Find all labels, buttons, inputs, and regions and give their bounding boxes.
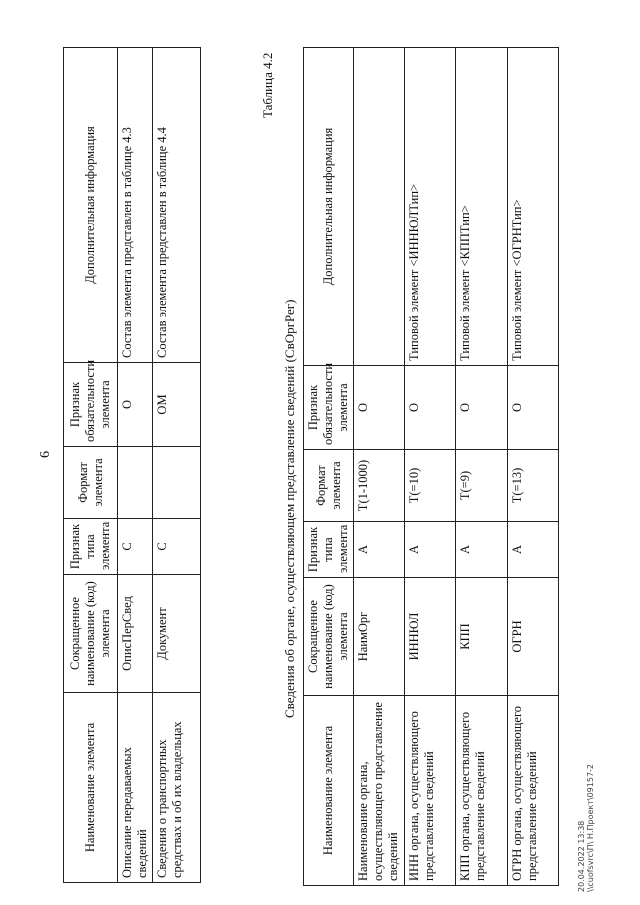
table1-header-name: Наименование элемента (64, 693, 118, 883)
table1-header-format: Формат элемента (64, 447, 118, 519)
table-row (153, 48, 201, 883)
cell-required: О (118, 363, 153, 447)
cell-info: Типовой элемент <ОГРНТип> (508, 48, 559, 366)
cell-info: Типовой элемент <ИННЮЛТип> (405, 48, 456, 366)
table2-header-format: Формат элемента (304, 450, 354, 522)
table2-header-info: Дополнительная информация (304, 48, 354, 366)
table1-header-info: Дополнительная информация (64, 48, 118, 363)
cell-format (118, 447, 153, 519)
table-2-caption: Сведения об органе, осуществляющем представление сведений (СвОргРег) (282, 299, 297, 718)
cell-info: Типовой элемент <КППТип> (456, 48, 508, 366)
cell-format: T(=13) (508, 450, 559, 522)
cell-required: О (508, 366, 559, 450)
cell-required: О (405, 366, 456, 450)
cell-format: T(1-1000) (354, 450, 405, 522)
cell-code: ОГРН (508, 578, 559, 696)
table-row (456, 48, 508, 886)
cell-type: А (354, 522, 405, 578)
cell-format (153, 447, 201, 519)
cell-required: ОМ (153, 363, 201, 447)
table-2-label: Таблица 4.2 (260, 52, 275, 118)
table-row (118, 48, 153, 883)
cell-code: Документ (153, 575, 201, 693)
cell-type: А (508, 522, 559, 578)
cell-name: Сведения о транспортных средствах и об их владельцах (153, 693, 201, 883)
table-1 (63, 47, 201, 883)
table-2 (303, 47, 559, 886)
cell-code: ОписПерСвед (118, 575, 153, 693)
footer-file-path: \\cuofsvrc\П\ Н.Проект\09157-2 (586, 763, 595, 892)
cell-info (354, 48, 405, 366)
table2-header-required: Признак обязательности элемента (304, 366, 354, 450)
page-number: 6 (38, 451, 53, 458)
cell-type: А (405, 522, 456, 578)
cell-format: T(=9) (456, 450, 508, 522)
table-row (508, 48, 559, 886)
cell-name: ИНН органа, осуществляющего представление сведений (405, 696, 456, 886)
table1-header-type: Признак типа элемента (64, 519, 118, 575)
cell-type: С (118, 519, 153, 575)
cell-type: А (456, 522, 508, 578)
cell-name: Описание передаваемых сведений (118, 693, 153, 883)
cell-type: С (153, 519, 201, 575)
cell-name: Наименование органа, осуществляющего представление сведений (354, 696, 405, 886)
cell-required: О (354, 366, 405, 450)
cell-format: T(=10) (405, 450, 456, 522)
table-row (354, 48, 405, 886)
cell-name: КПП органа, осуществляющего представление сведений (456, 696, 508, 886)
table2-header-name: Наименование элемента (304, 696, 354, 886)
table1-header-code: Сокращенное наименование (код) элемента (64, 575, 118, 693)
cell-name: ОГРН органа, осуществляющего представление сведений (508, 696, 559, 886)
cell-info: Состав элемента представлен в таблице 4.4 (153, 48, 201, 363)
table2-header-code: Сокращенное наименование (код) элемента (304, 578, 354, 696)
footer-stamp (577, 764, 595, 892)
cell-code: НаимОрг (354, 578, 405, 696)
cell-required: О (456, 366, 508, 450)
table1-header-required: Признак обязательности элемента (64, 363, 118, 447)
cell-info: Состав элемента представлен в таблице 4.3 (118, 48, 153, 363)
cell-code: ИННЮЛ (405, 578, 456, 696)
cell-code: КПП (456, 578, 508, 696)
table2-header-type: Признак типа элемента (304, 522, 354, 578)
table-row (405, 48, 456, 886)
footer-timestamp: 20.04.2022 13:38 (577, 820, 586, 892)
